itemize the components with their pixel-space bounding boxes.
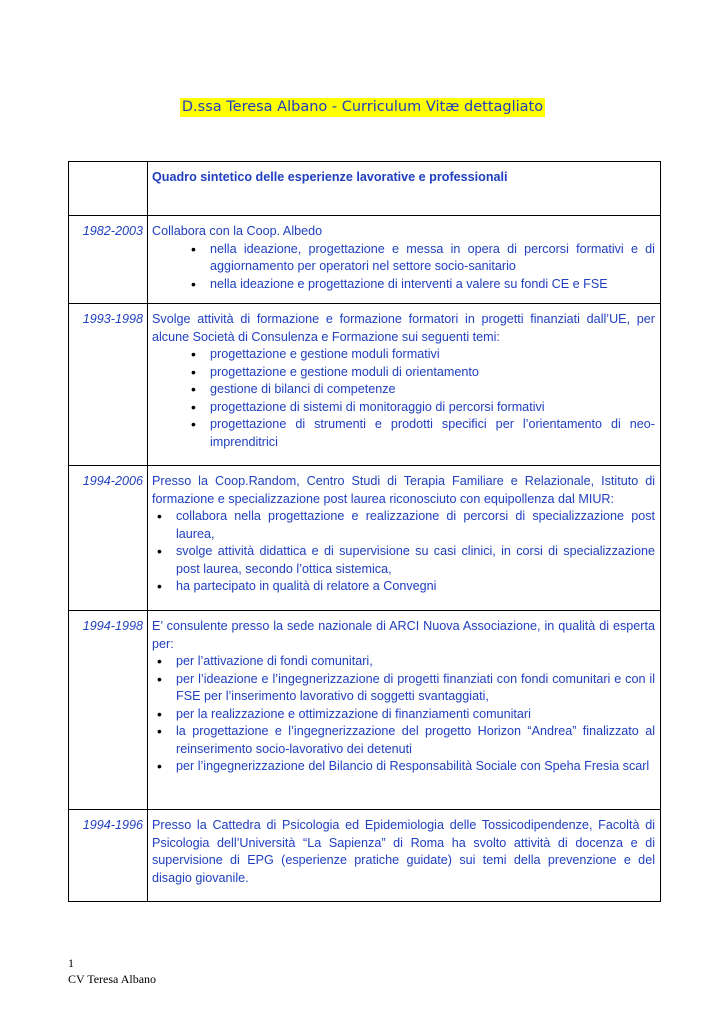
row-intro: Presso la Coop.Random, Centro Studi di Terapia Familiare e Relazionale, Istituto di formazione e specializzazione post laurea riconosciuto con equipollenza dal MIUR: [152, 474, 655, 506]
row-content [148, 304, 661, 466]
list-item: • progettazione e gestione moduli formativi [152, 346, 655, 364]
list-item: • per l’attivazione di fondi comunitari, [152, 653, 655, 671]
list-item: • collabora nella progettazione e realizzazione di percorsi di specializzazione post laurea, [152, 508, 655, 543]
row-years: 1994-1998 [69, 611, 148, 810]
list-item: • nella ideazione, progettazione e messa in opera di percorsi formativi e di aggiornamento per operatori nel settore socio-sanitario [152, 241, 655, 276]
table-row [69, 611, 661, 810]
page-title-text: D.ssa Teresa Albano - Curriculum Vitæ dettagliato [181, 99, 544, 115]
table-row [69, 304, 661, 466]
row-years: 1994-1996 [69, 810, 148, 902]
list-item: • per la realizzazione e ottimizzazione di finanziamenti comunitari [152, 706, 655, 724]
bullet-list [152, 653, 655, 776]
list-item: • gestione di bilanci di competenze [152, 381, 655, 399]
row-years: 1982-2003 [69, 216, 148, 304]
table-row [69, 216, 661, 304]
row-content [148, 216, 661, 304]
page-title [0, 99, 725, 115]
table-row [69, 810, 661, 902]
list-item: • nella ideazione e progettazione di interventi a valere su fondi CE e FSE [152, 276, 655, 294]
row-intro: Svolge attività di formazione e formazione formatori in progetti finanziati dall’UE, per alcune Società di Consulenza e Formazione sui seguenti temi: [152, 312, 655, 344]
list-item: • progettazione di strumenti e prodotti specifici per l’orientamento di neo-imprenditrici [152, 416, 655, 451]
list-item: • ha partecipato in qualità di relatore a Convegni [152, 578, 655, 596]
row-content [148, 810, 661, 902]
bullet-list [152, 241, 655, 294]
experience-table [68, 161, 661, 902]
list-item: • progettazione di sistemi di monitoraggio di percorsi formativi [152, 399, 655, 417]
row-years: 1993-1998 [69, 304, 148, 466]
list-item: • per l’ideazione e l’ingegnerizzazione di progetti finanziati con fondi comunitari e con il FSE per l’inserimento lavorativo di soggetti svantaggiati, [152, 671, 655, 706]
bullet-list [152, 346, 655, 451]
table-row [69, 466, 661, 611]
header-cell [148, 162, 661, 216]
row-content [148, 611, 661, 810]
row-intro: Collabora con la Coop. Albedo [152, 224, 323, 238]
bullet-list [152, 508, 655, 596]
page-footer [68, 955, 156, 987]
table-header: Quadro sintetico delle esperienze lavorative e professionali [152, 170, 508, 184]
list-item: • la progettazione e l’ingegnerizzazione del progetto Horizon “Andrea” finalizzato al reinserimento socio-lavorativo dei detenuti [152, 723, 655, 758]
list-item: • progettazione e gestione moduli di orientamento [152, 364, 655, 382]
row-intro: Presso la Cattedra di Psicologia ed Epidemiologia delle Tossicodipendenze, Facoltà di Psicologia dell’Università “La Sapienza” di Roma ha svolto attività di docenza e di supervisione di EPG (esperienze pratiche guidate) sui temi della prevenzione e del disagio giovanile. [152, 818, 655, 885]
row-intro: E’ consulente presso la sede nazionale di ARCI Nuova Associazione, in qualità di esperta per: [152, 619, 655, 651]
table-header-row [69, 162, 661, 216]
list-item: • per l’ingegnerizzazione del Bilancio di Responsabilità Sociale con Speha Fresia scarl [152, 758, 655, 776]
list-item: • svolge attività didattica e di supervisione su casi clinici, in corsi di specializzazione post laurea, secondo l’ottica sistemica, [152, 543, 655, 578]
footer-label: CV Teresa Albano [68, 972, 157, 986]
page-number: 1 [68, 956, 74, 970]
row-years: 1994-2006 [69, 466, 148, 611]
row-content [148, 466, 661, 611]
header-year-cell [69, 162, 148, 216]
